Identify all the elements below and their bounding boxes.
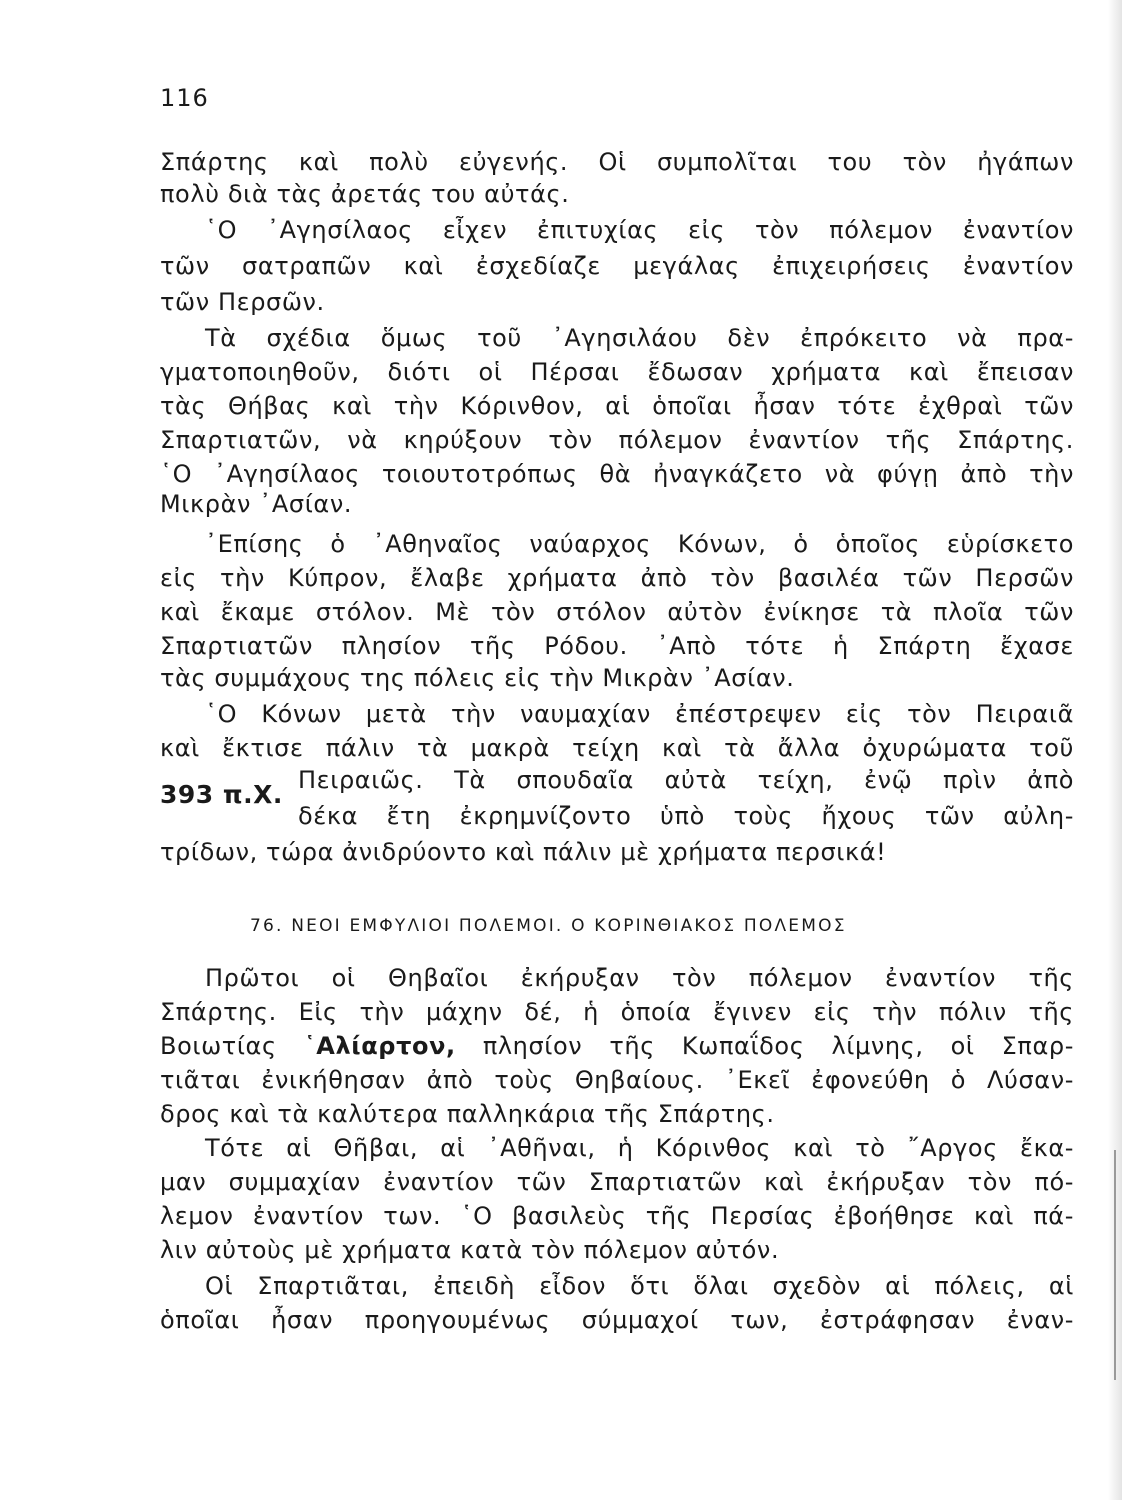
text-line: εἰς τὴν Κύπρον, ἔλαβε χρήματα ἀπὸ τὸν βασιλέα τῶν Περσῶν: [160, 564, 1074, 592]
section-heading: 76. ΝΕΟΙ ΕΜΦΥΛΙΟΙ ΠΟΛΕΜΟΙ. Ο ΚΟΡΙΝΘΙΑΚΟΣ ΠΟΛΕΜΟΣ: [250, 916, 847, 936]
binding-fold-line: [1114, 1150, 1116, 1380]
text-line: τῶν σατραπῶν καὶ ἐσχεδίαζε μεγάλας ἐπιχειρήσεις ἐναντίον: [160, 252, 1074, 280]
text-line: Πρῶτοι οἱ Θηβαῖοι ἐκήρυξαν τὸν πόλεμον ἐναντίον τῆς: [205, 964, 1074, 992]
text-fragment: πλησίον τῆς Κωπαΐδος λίμνης, οἱ Σπαρ-: [482, 1032, 1074, 1060]
text-line: καὶ ἔκτισε πάλιν τὰ μακρὰ τείχη καὶ τὰ ἄλλα ὀχυρώματα τοῦ: [160, 734, 1074, 762]
text-line: τρίδων, τώρα ἀνιδρύοντο καὶ πάλιν μὲ χρήματα περσικά!: [160, 838, 887, 866]
text-line: ᾿Επίσης ὁ ᾿Αθηναῖος ναύαρχος Κόνων, ὁ ὁποῖος εὑρίσκετο: [205, 530, 1074, 558]
text-line: καὶ ἔκαμε στόλον. Μὲ τὸν στόλον αὐτὸν ἐνίκησε τὰ πλοῖα τῶν: [160, 598, 1074, 626]
text-line: Σπαρτιατῶν πλησίον τῆς Ρόδου. ᾿Απὸ τότε ἡ Σπάρτη ἔχασε: [160, 632, 1074, 660]
text-line: τὰς Θήβας καὶ τὴν Κόρινθον, αἱ ὁποῖαι ἦσαν τότε ἐχθραὶ τῶν: [160, 392, 1074, 420]
text-line: λιν αὐτοὺς μὲ χρήματα κατὰ τὸν πόλεμον αὐτόν.: [160, 1236, 780, 1264]
text-line: τιᾶται ἐνικήθησαν ἀπὸ τοὺς Θηβαίους. ᾿Εκεῖ ἐφονεύθη ὁ Λύσαν-: [160, 1066, 1074, 1094]
text-line: Σπάρτης καὶ πολὺ εὐγενής. Οἱ συμπολῖται του τὸν ἠγάπων: [160, 148, 1074, 176]
text-line: Πειραιῶς. Τὰ σπουδαῖα αὐτὰ τείχη, ἐνῷ πρὶν ἀπὸ: [298, 766, 1074, 794]
text-line: πολὺ διὰ τὰς ἀρετάς του αὐτάς.: [160, 180, 570, 208]
text-line: Τὰ σχέδια ὅμως τοῦ ᾿Αγησιλάου δὲν ἐπρόκειτο νὰ πρα-: [205, 324, 1074, 352]
place-name-bold: ῾Αλίαρτον,: [303, 1032, 456, 1060]
text-line: λεμον ἐναντίον των. ῾Ο βασιλεὺς τῆς Περσίας ἐβοήθησε καὶ πά-: [160, 1202, 1074, 1230]
text-line: [160, 1030, 1074, 1062]
text-line: τῶν Περσῶν.: [160, 288, 325, 316]
margin-date: 393 π.Χ.: [160, 780, 283, 809]
text-line: Σπάρτης. Εἰς τὴν μάχην δέ, ἡ ὁποία ἔγινεν εἰς τὴν πόλιν τῆς: [160, 998, 1074, 1026]
text-fragment: Βοιωτίας: [160, 1032, 277, 1060]
text-line: Οἱ Σπαρτιᾶται, ἐπειδὴ εἶδον ὅτι ὅλαι σχεδὸν αἱ πόλεις, αἱ: [205, 1272, 1074, 1300]
text-line: γματοποιηθοῦν, διότι οἱ Πέρσαι ἔδωσαν χρήματα καὶ ἔπεισαν: [160, 358, 1074, 386]
text-line: ὁποῖαι ἦσαν προηγουμένως σύμμαχοί των, ἐστράφησαν ἐναν-: [160, 1306, 1074, 1334]
text-line: Σπαρτιατῶν, νὰ κηρύξουν τὸν πόλεμον ἐναντίον τῆς Σπάρτης.: [160, 426, 1074, 454]
text-line: τὰς συμμάχους της πόλεις εἰς τὴν Μικρὰν ᾿Ασίαν.: [160, 664, 795, 692]
text-line: Τότε αἱ Θῆβαι, αἱ ᾿Αθῆναι, ἡ Κόρινθος καὶ τὸ ῎Αργος ἔκα-: [205, 1134, 1074, 1162]
page-number: 116: [160, 84, 209, 112]
text-line: δρος καὶ τὰ καλύτερα παλληκάρια τῆς Σπάρτης.: [160, 1100, 775, 1128]
text-line: ῾Ο ᾿Αγησίλαος εἶχεν ἐπιτυχίας εἰς τὸν πόλεμον ἐναντίον: [205, 216, 1074, 244]
text-line: ῾Ο Κόνων μετὰ τὴν ναυμαχίαν ἐπέστρεψεν εἰς τὸν Πειραιᾶ: [205, 700, 1074, 728]
text-line: μαν συμμαχίαν ἐναντίον τῶν Σπαρτιατῶν καὶ ἐκήρυξαν τὸν πό-: [160, 1168, 1074, 1196]
text-line: ῾Ο ᾿Αγησίλαος τοιουτοτρόπως θὰ ἠναγκάζετο νὰ φύγῃ ἀπὸ τὴν: [160, 460, 1074, 488]
text-line: δέκα ἔτη ἐκρημνίζοντο ὑπὸ τοὺς ἤχους τῶν αὐλη-: [298, 802, 1074, 830]
text-line: Μικρὰν ᾿Ασίαν.: [160, 490, 353, 518]
